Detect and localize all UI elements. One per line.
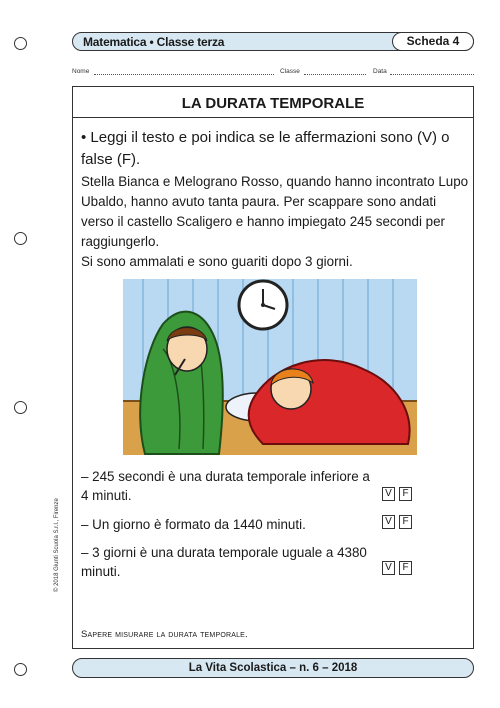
story-paragraph-1: Stella Bianca e Melograno Rosso, quando hanno incontrato Lupo Ubaldo, hanno avuto tanta paura. Per scappare sono andati verso il castello Scaligero e hanno impiegato 245 secondi per raggiungerlo. bbox=[81, 174, 469, 249]
header-bar bbox=[72, 32, 474, 51]
false-checkbox[interactable]: F bbox=[399, 487, 412, 501]
statement-2: – Un giorno è formato da 1440 minuti. bbox=[81, 517, 306, 532]
date-line[interactable] bbox=[390, 74, 474, 75]
statement-3: – 3 giorni è una durata temporale uguale a 4380 minuti. bbox=[81, 545, 367, 579]
name-label: Nome bbox=[72, 68, 90, 75]
class-label: Classe bbox=[280, 68, 300, 75]
date-label: Data bbox=[373, 68, 387, 75]
true-checkbox[interactable]: V bbox=[382, 561, 395, 575]
statement-1: – 245 secondi è una durata temporale inferiore a 4 minuti. bbox=[81, 469, 370, 503]
binder-hole-3 bbox=[14, 401, 27, 414]
story-text bbox=[81, 172, 469, 272]
learning-objective: Sapere misurare la durata temporale. bbox=[81, 629, 248, 640]
exercise-frame bbox=[72, 86, 474, 649]
name-line[interactable] bbox=[94, 74, 274, 75]
wall-clock bbox=[239, 281, 287, 329]
copyright-note: © 2018 Giunti Scuola S.r.l., Firenze bbox=[54, 498, 60, 592]
vf-boxes-3 bbox=[382, 561, 412, 575]
vf-boxes-1 bbox=[382, 487, 412, 501]
footer-bar: La Vita Scolastica – n. 6 – 2018 bbox=[72, 658, 474, 678]
vf-boxes-2 bbox=[382, 515, 412, 529]
binder-hole-2 bbox=[14, 232, 27, 245]
false-checkbox[interactable]: F bbox=[399, 515, 412, 529]
binder-hole-4 bbox=[14, 663, 27, 676]
false-checkbox[interactable]: F bbox=[399, 561, 412, 575]
instruction-text: • Leggi il testo e poi indica se le affermazioni sono (V) o false (F). bbox=[81, 129, 450, 168]
sheet-number: Scheda 4 bbox=[392, 32, 474, 51]
page-title: LA DURATA TEMPORALE bbox=[181, 95, 365, 112]
true-checkbox[interactable]: V bbox=[382, 487, 395, 501]
true-checkbox[interactable]: V bbox=[382, 515, 395, 529]
sick-children-illustration bbox=[123, 279, 417, 455]
binder-hole-1 bbox=[14, 37, 27, 50]
story-paragraph-2: Si sono ammalati e sono guariti dopo 3 giorni. bbox=[81, 254, 353, 269]
title-divider bbox=[73, 117, 473, 118]
subject-label: Matematica • Classe terza bbox=[83, 35, 225, 49]
class-line[interactable] bbox=[304, 74, 366, 75]
